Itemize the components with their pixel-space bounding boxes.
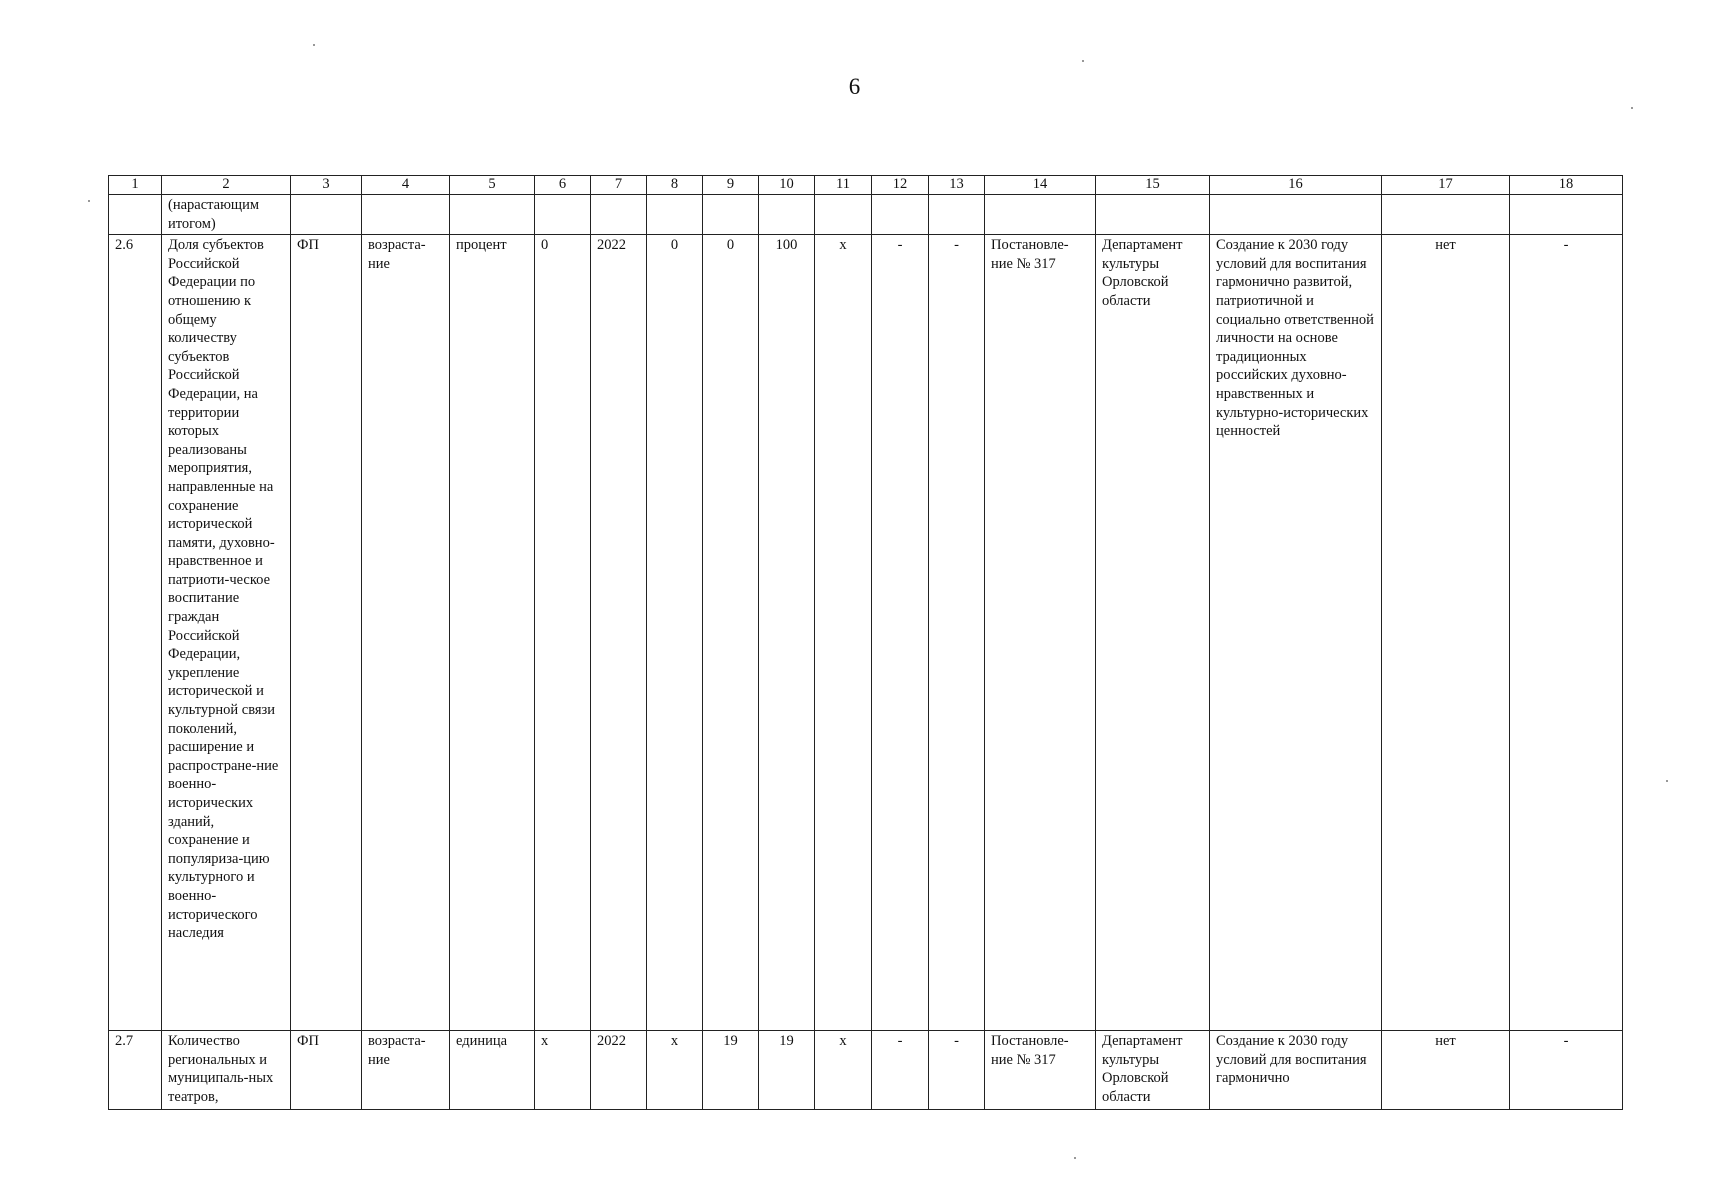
- cell-col-11: х: [815, 235, 872, 1031]
- cell-col-9: 19: [703, 1031, 759, 1110]
- table-row-continuation: [109, 195, 1623, 235]
- cell-col-7: [591, 195, 647, 235]
- cell-col-12: -: [872, 1031, 929, 1110]
- cell-document: Постановле-ние № 317: [985, 235, 1096, 1031]
- cell-number: [109, 195, 162, 235]
- column-number-row: [109, 176, 1623, 195]
- cell-base-value: 0: [535, 235, 591, 1031]
- scan-speck: [88, 200, 90, 202]
- cell-col-18: -: [1510, 1031, 1623, 1110]
- cell-col-13: -: [929, 1031, 985, 1110]
- cell-col-14: [985, 195, 1096, 235]
- cell-number: 2.7: [109, 1031, 162, 1110]
- scan-speck: [1074, 1157, 1076, 1159]
- cell-col-15: [1096, 195, 1210, 235]
- cell-col-11: х: [815, 1031, 872, 1110]
- cell-responsible: Департамент культуры Орловской области: [1096, 1031, 1210, 1110]
- cell-col-9: 0: [703, 235, 759, 1031]
- cell-col-16: [1210, 195, 1382, 235]
- cell-responsible: Департамент культуры Орловской области: [1096, 235, 1210, 1031]
- col-header-16: 16: [1210, 176, 1382, 195]
- col-header-17: 17: [1382, 176, 1510, 195]
- cell-level: ФП: [291, 235, 362, 1031]
- col-header-18: 18: [1510, 176, 1623, 195]
- cell-base-value: х: [535, 1031, 591, 1110]
- col-header-7: 7: [591, 176, 647, 195]
- cell-col-11: [815, 195, 872, 235]
- scan-speck: [1666, 780, 1668, 782]
- col-header-4: 4: [362, 176, 450, 195]
- cell-col-4: [362, 195, 450, 235]
- cell-col-17: [1382, 195, 1510, 235]
- cell-col-12: [872, 195, 929, 235]
- cell-unit: единица: [450, 1031, 535, 1110]
- scan-speck: [1082, 60, 1084, 62]
- col-header-3: 3: [291, 176, 362, 195]
- cell-level: ФП: [291, 1031, 362, 1110]
- col-header-15: 15: [1096, 176, 1210, 195]
- page-number: 6: [848, 74, 861, 99]
- cell-col-13: [929, 195, 985, 235]
- col-header-14: 14: [985, 176, 1096, 195]
- cell-indicator-name: (нарастающим итогом): [162, 195, 291, 235]
- cell-trend: возраста-ние: [362, 1031, 450, 1110]
- cell-unit: процент: [450, 235, 535, 1031]
- cell-col-10: 19: [759, 1031, 815, 1110]
- scan-speck: [1631, 107, 1633, 109]
- cell-col-6: [535, 195, 591, 235]
- cell-goal-link: Создание к 2030 году условий для воспитания гармонично: [1210, 1031, 1382, 1110]
- col-header-9: 9: [703, 176, 759, 195]
- cell-goal-link: Создание к 2030 году условий для воспитания гармонично развитой, патриотичной и социально ответственной личности на основе традиционных российских духовно-нравственных и культурно-исторических ценностей: [1210, 235, 1382, 1031]
- cell-col-8: х: [647, 1031, 703, 1110]
- cell-col-3: [291, 195, 362, 235]
- cell-col-17: нет: [1382, 1031, 1510, 1110]
- scan-speck: [313, 44, 315, 46]
- cell-col-9: [703, 195, 759, 235]
- cell-col-5: [450, 195, 535, 235]
- cell-col-13: -: [929, 235, 985, 1031]
- col-header-2: 2: [162, 176, 291, 195]
- col-header-13: 13: [929, 176, 985, 195]
- cell-number: 2.6: [109, 235, 162, 1031]
- cell-col-10: [759, 195, 815, 235]
- indicators-table: [108, 175, 1623, 1110]
- cell-col-18: [1510, 195, 1623, 235]
- col-header-5: 5: [450, 176, 535, 195]
- col-header-1: 1: [109, 176, 162, 195]
- cell-trend: возраста-ние: [362, 235, 450, 1031]
- table-row-2-6: [109, 235, 1623, 1031]
- cell-document: Постановле-ние № 317: [985, 1031, 1096, 1110]
- cell-col-10: 100: [759, 235, 815, 1031]
- col-header-10: 10: [759, 176, 815, 195]
- cell-col-18: -: [1510, 235, 1623, 1031]
- cell-base-year: 2022: [591, 235, 647, 1031]
- col-header-6: 6: [535, 176, 591, 195]
- table-row-2-7: [109, 1031, 1623, 1110]
- col-header-12: 12: [872, 176, 929, 195]
- col-header-8: 8: [647, 176, 703, 195]
- col-header-11: 11: [815, 176, 872, 195]
- cell-col-8: 0: [647, 235, 703, 1031]
- cell-indicator-name: Количество региональных и муниципаль-ных театров,: [162, 1031, 291, 1110]
- cell-indicator-name: Доля субъектов Российской Федерации по отношению к общему количеству субъектов Российской Федерации, на территории которых реализованы мероприятия, направленные на сохранение исторической памяти, духовно-нравственное и патриоти-ческое воспитание граждан Российской Федерации, укрепление исторической и культурной связи поколений, расширение и распростране-ние военно-исторических зданий, сохранение и популяриза-цию культурного и военно-исторического наследия: [162, 235, 291, 1031]
- cell-col-17: нет: [1382, 235, 1510, 1031]
- cell-col-8: [647, 195, 703, 235]
- cell-base-year: 2022: [591, 1031, 647, 1110]
- cell-col-12: -: [872, 235, 929, 1031]
